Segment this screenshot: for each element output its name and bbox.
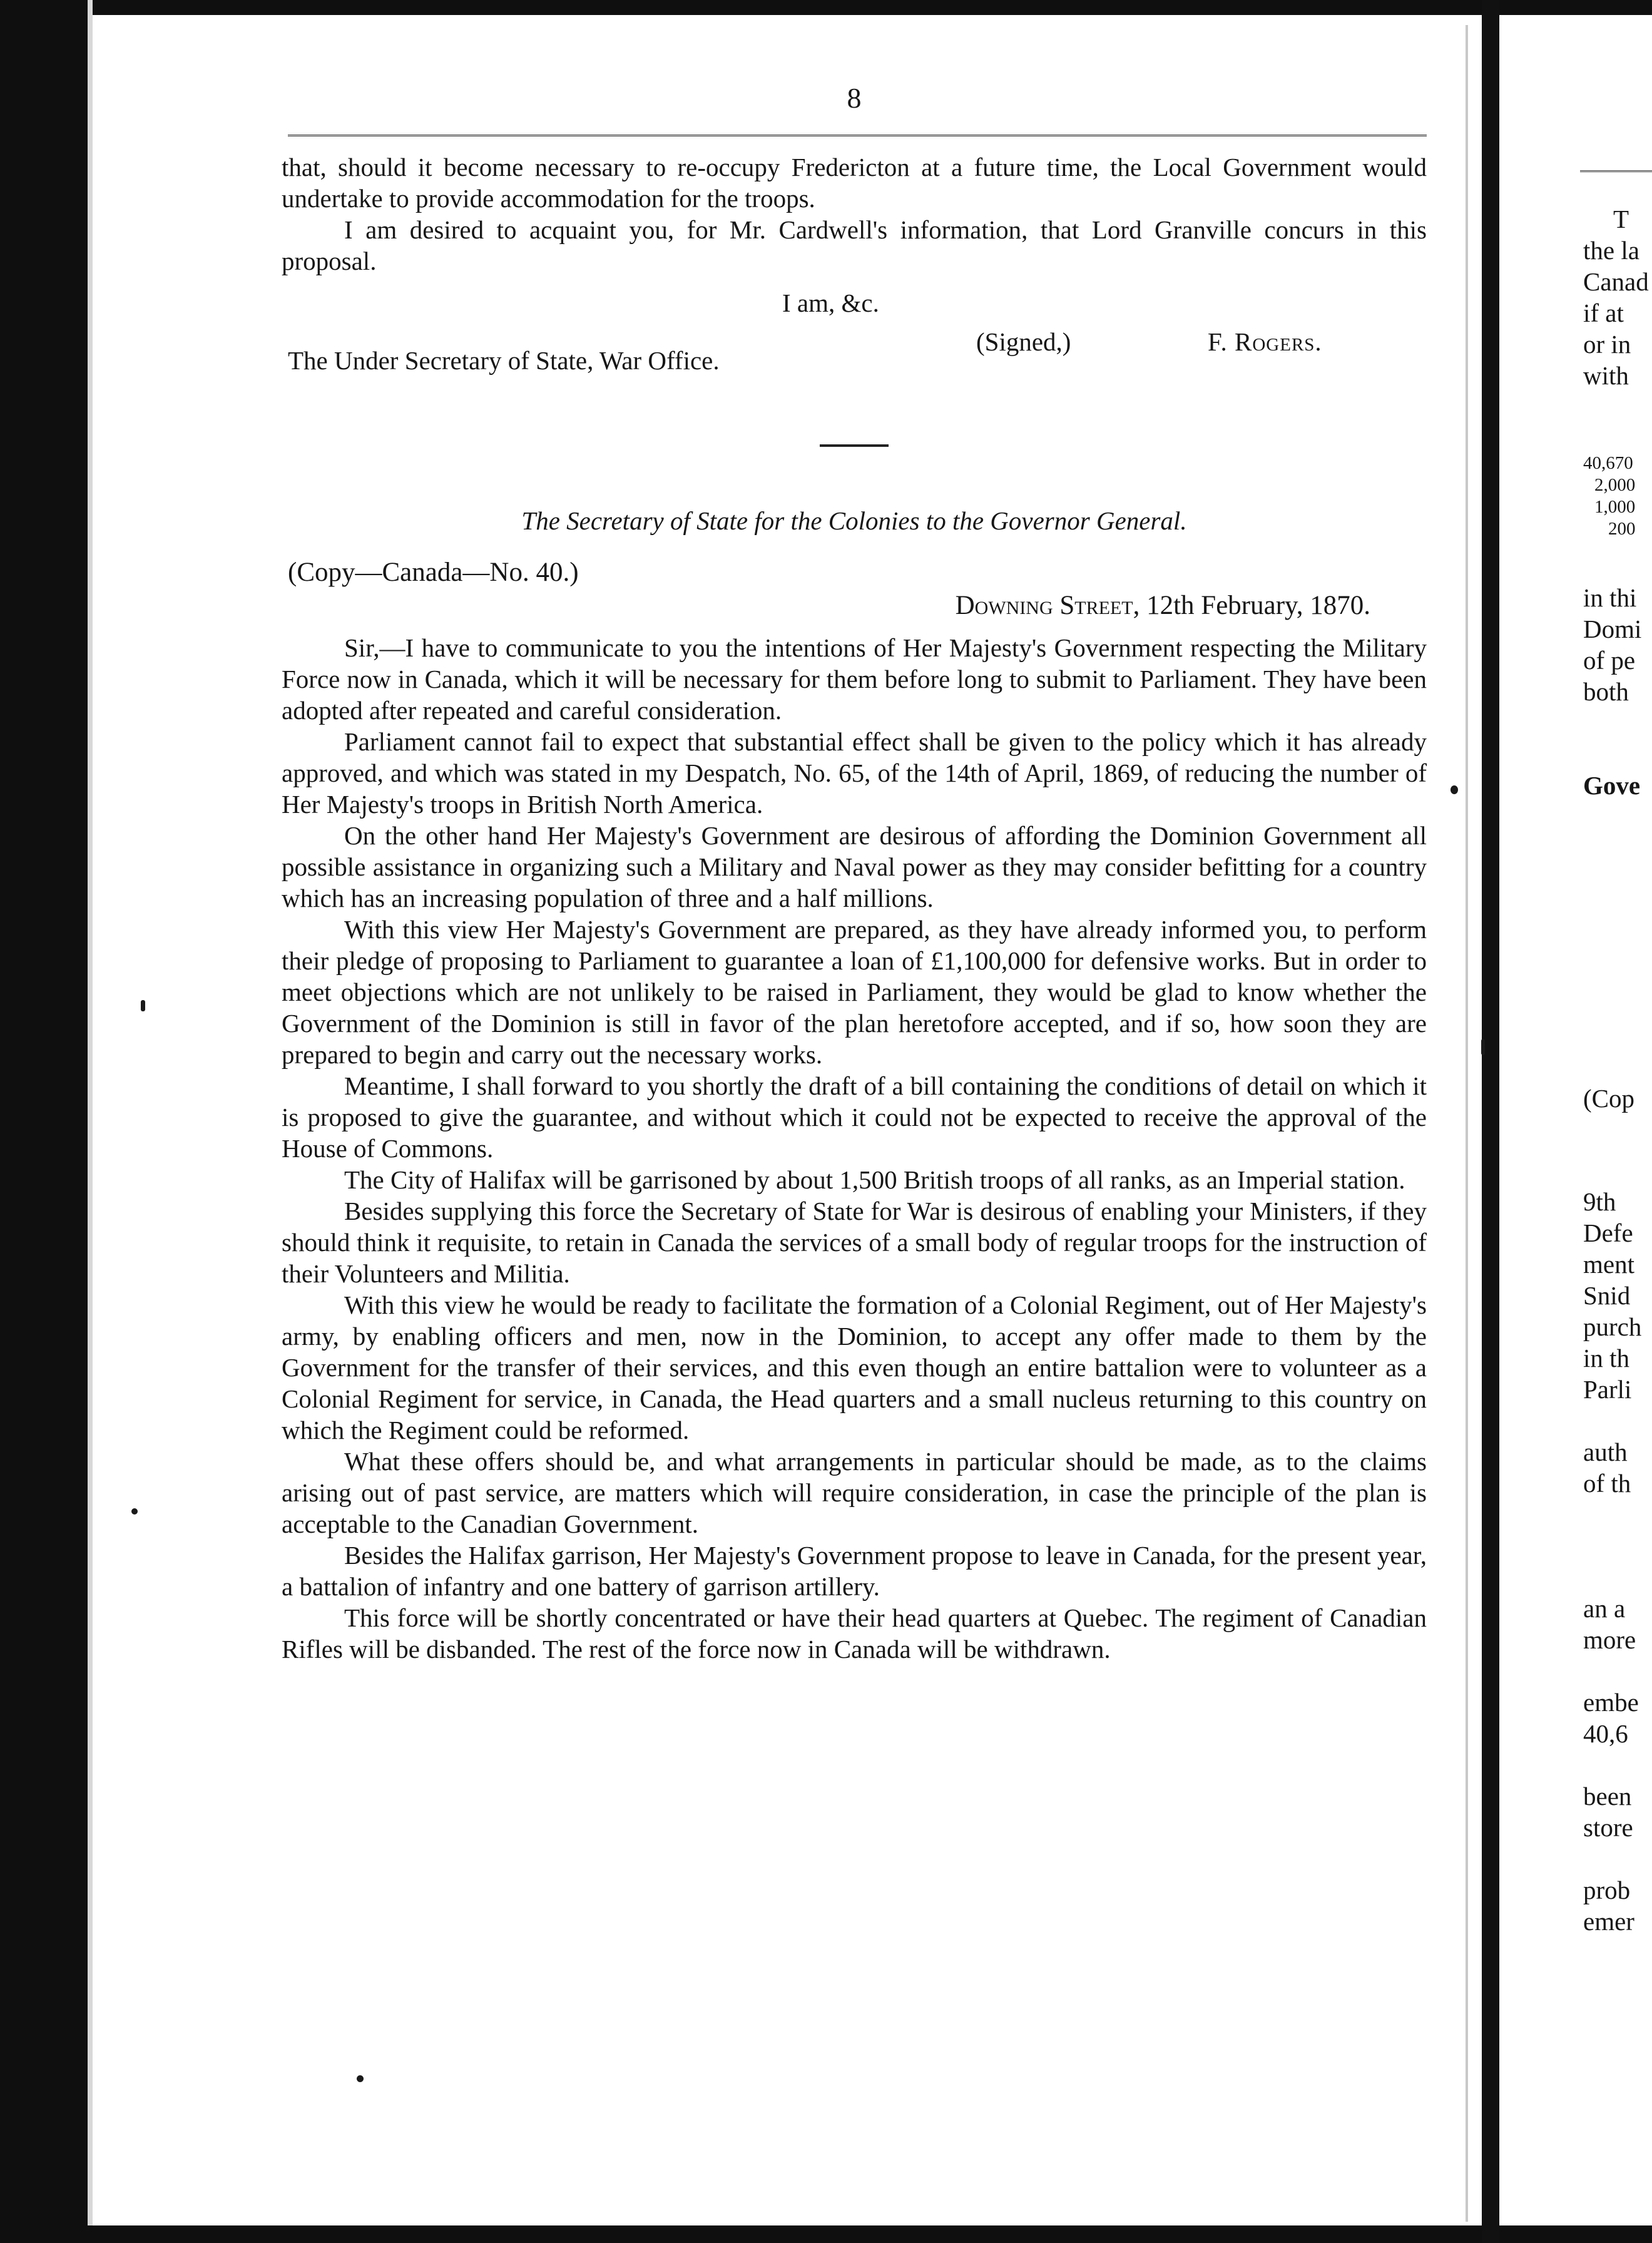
adjacent-fragment: auth	[1583, 1438, 1628, 1466]
adjacent-fragment: if at	[1583, 299, 1624, 327]
body-paragraph: With this view Her Majesty's Government are prepared, as they have already informed you, to perform their pledge of proposing to Parliament to guarantee a loan of £1,100,000 for defensive works. But in order to meet objections which are not unlikely to be raised in Parliament, they would be glad to know whether the Government of the Dominion is still in favor of the plan heretofore accepted, and if so, how soon they are prepared to begin and carry out the necessary works.	[282, 915, 1427, 1069]
body-paragraph: What these offers should be, and what arrangements in particular should be made, as to the claims arising out of past service, are matters which will require consideration, in case the principle of the plan is acceptable to the Canadian Government.	[282, 1447, 1427, 1538]
signed-note: (Signed,)	[976, 327, 1071, 356]
body-paragraph: On the other hand Her Majesty's Government are desirous of affording the Dominion Government all possible assistance in organizing such a Military and Naval power as they may consider befitting for a country which has an increasing population of three and a half millions.	[282, 821, 1427, 912]
adjacent-fragment: 40,6	[1583, 1719, 1628, 1748]
adjacent-fragment: 2,000	[1594, 475, 1636, 495]
scan-border-top	[0, 0, 1652, 15]
adjacent-fragment: (Cop	[1583, 1084, 1634, 1113]
adjacent-fragment: the la	[1583, 236, 1639, 265]
adjacent-fragment: with	[1583, 361, 1629, 390]
body-paragraph: This force will be shortly concentrated or have their head quarters at Quebec. The regiment of Canadian Rifles will be disbanded. The rest of the force now in Canada will be withdrawn.	[282, 1603, 1427, 1663]
adjacent-fragment: prob	[1583, 1876, 1631, 1904]
adjacent-fragment: T	[1613, 205, 1629, 233]
adjacent-fragment: embe	[1583, 1688, 1639, 1717]
adjacent-fragment: store	[1583, 1813, 1633, 1842]
body-paragraph: The City of Halifax will be garrisoned by about 1,500 British troops of all ranks, as an Imperial station.	[344, 1165, 1405, 1194]
page-number: 8	[847, 82, 862, 114]
adjacent-fragment: 200	[1608, 519, 1636, 539]
adjacent-page-fragment	[1583, 0, 1652, 2243]
closing-formula: I am, &c.	[782, 289, 879, 317]
adjacent-fragment: an a	[1583, 1594, 1626, 1623]
document-page	[282, 81, 1427, 1665]
acquaint-paragraph: I am desired to acquaint you, for Mr. Cardwell's information, that Lord Granville concurs in this proposal.	[282, 215, 1427, 275]
adjacent-fragment: Parli	[1583, 1375, 1632, 1404]
adjacent-fragment: purch	[1583, 1312, 1642, 1341]
adjacent-fragment: emer	[1583, 1907, 1634, 1936]
dateline-place: Downing Street,	[955, 591, 1140, 620]
continuation-paragraph: that, should it become necessary to re-occupy Fredericton at a future time, the Local Government would undertake to provide accommodation for the troops.	[282, 153, 1427, 213]
dateline	[282, 590, 1370, 621]
adjacent-fragment: 9th	[1583, 1187, 1616, 1216]
book-gutter	[1482, 0, 1499, 2243]
letter-body	[282, 632, 1427, 1665]
scan-speck	[131, 1508, 138, 1515]
adjacent-fragment: been	[1583, 1782, 1632, 1811]
page-edge-left	[88, 0, 93, 2243]
adjacent-fragment: in th	[1583, 1344, 1630, 1372]
adjacent-fragment: Canad	[1583, 267, 1649, 296]
body-paragraph: With this view he would be ready to facilitate the formation of a Colonial Regiment, out of Her Majesty's army, by enabling officers and men, now in the Dominion, to accept any offer made to them by the Government for the transfer of their services, and this even though an entire battalion were to volunteer as a Colonial Regiment for service, in Canada, the Head quarters and a small nucleus returning to this country on which the Regiment could be reformed.	[282, 1290, 1427, 1444]
copy-reference: (Copy—Canada—No. 40.)	[288, 558, 579, 587]
scan-speck	[141, 1000, 145, 1011]
adjacent-fragment: Snid	[1583, 1281, 1631, 1310]
dateline-date: 12th February, 1870.	[1146, 591, 1370, 620]
adjacent-fragment: or in	[1583, 330, 1631, 359]
page-edge-right	[1466, 25, 1468, 2222]
scan-border-bottom	[0, 2225, 1652, 2243]
adjacent-fragment: 40,670	[1583, 453, 1633, 473]
adjacent-fragment: 1,000	[1594, 497, 1636, 517]
header-rule	[288, 135, 1427, 136]
adjacent-fragment: both	[1583, 677, 1629, 706]
addressee-line: The Under Secretary of State, War Office.	[288, 346, 720, 375]
body-paragraph: Meantime, I shall forward to you shortly the draft of a bill containing the conditions of detail on which it is proposed to give the guarantee, and without which it could not be expected to receive the approval of the House of Commons.	[282, 1071, 1427, 1163]
adjacent-fragment: in thi	[1583, 583, 1637, 612]
body-paragraph: Parliament cannot fail to expect that substantial effect shall be given to the policy which it has already approved, and which was stated in my Despatch, No. 65, of the 14th of April, 1869, of reducing the number of Her Majesty's troops in British North America.	[282, 727, 1427, 819]
adjacent-fragment: Gove	[1583, 771, 1641, 800]
body-paragraph: Besides supplying this force the Secretary of State for War is desirous of enabling your Ministers, if they should think it requisite, to retain in Canada the services of a small body of regular troops for the instruction of their Volunteers and Militia.	[282, 1197, 1427, 1288]
scan-border-left	[0, 0, 88, 2243]
adjacent-fragment: more	[1583, 1625, 1636, 1654]
section-divider	[820, 444, 889, 447]
adjacent-fragment: Defe	[1583, 1219, 1633, 1247]
adjacent-fragment: Domi	[1583, 615, 1642, 643]
body-paragraph: Besides the Halifax garrison, Her Majesty's Government propose to leave in Canada, for the present year, a battalion of infantry and one battery of garrison artillery.	[282, 1541, 1427, 1601]
adjacent-fragment: of pe	[1583, 646, 1636, 675]
adjacent-fragment: of th	[1583, 1469, 1631, 1498]
scan-speck	[357, 2075, 364, 2082]
signer-name: F. Rogers.	[1208, 327, 1322, 356]
adjacent-fragment: ment	[1583, 1250, 1634, 1279]
scan-speck	[1451, 785, 1458, 794]
letter-closing	[282, 277, 1427, 383]
scan-speck	[1481, 1039, 1485, 1055]
body-paragraph: Sir,—I have to communicate to you the intentions of Her Majesty's Government respecting the Military Force now in Canada, which it will be necessary for them before long to submit to Parliament. They have been adopted after repeated and careful consideration.	[282, 633, 1427, 725]
letter-heading: The Secretary of State for the Colonies to the Governor General.	[521, 506, 1187, 535]
previous-letter	[282, 151, 1427, 277]
